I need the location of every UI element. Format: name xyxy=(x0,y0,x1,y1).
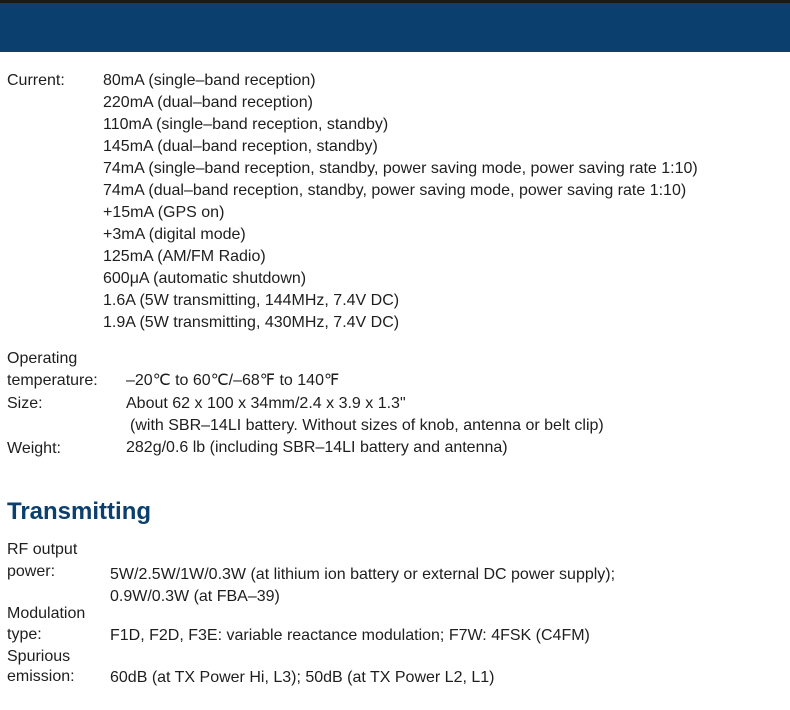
spurious-emission-value: 60dB (at TX Power Hi, L3); 50dB (at TX Power L2, L1) xyxy=(110,669,495,686)
modulation-type-label-cont: type: xyxy=(7,626,42,643)
weight-value: 282g/0.6 lb (including SBR–14LI battery and antenna) xyxy=(126,439,508,456)
current-line: 110mA (single–band reception, standby) xyxy=(103,116,389,133)
rf-output-power-label: RF output xyxy=(7,541,78,558)
operating-temperature-label: Operating xyxy=(7,350,78,367)
rf-output-power-value-cont: 0.9W/0.3W (at FBA–39) xyxy=(110,588,280,605)
weight-label: Weight: xyxy=(7,440,61,457)
current-label: Current: xyxy=(7,72,65,89)
operating-temperature-value: –20℃ to 60℃/–68℉ to 140℉ xyxy=(126,372,340,389)
spurious-emission-label-cont: emission: xyxy=(7,668,75,685)
current-line: 80mA (single–band reception) xyxy=(103,72,316,89)
modulation-type-label: Modulation xyxy=(7,605,86,622)
spurious-emission-label: Spurious xyxy=(7,648,71,665)
size-value: About 62 x 100 x 34mm/2.4 x 3.9 x 1.3" xyxy=(126,395,406,412)
size-label: Size: xyxy=(7,395,43,412)
current-line: 74mA (dual–band reception, standby, power saving mode, power saving rate 1:10) xyxy=(103,182,687,199)
current-line: 125mA (AM/FM Radio) xyxy=(103,248,266,265)
size-value-note: (with SBR–14LI battery. Without sizes of knob, antenna or belt clip) xyxy=(130,417,604,434)
current-line: +3mA (digital mode) xyxy=(103,226,246,243)
current-line: 1.6A (5W transmitting, 144MHz, 7.4V DC) xyxy=(103,292,400,309)
operating-temperature-label-cont: temperature: xyxy=(7,372,98,389)
current-line: 220mA (dual–band reception) xyxy=(103,94,313,111)
current-line: +15mA (GPS on) xyxy=(103,204,225,221)
current-line: 74mA (single–band reception, standby, power saving mode, power saving rate 1:10) xyxy=(103,160,698,177)
current-line: 145mA (dual–band reception, standby) xyxy=(103,138,378,155)
section-title-transmitting: Transmitting xyxy=(7,498,152,525)
current-line: 600μA (automatic shutdown) xyxy=(103,270,307,287)
header-bar xyxy=(0,0,790,52)
current-line: 1.9A (5W transmitting, 430MHz, 7.4V DC) xyxy=(103,314,400,331)
rf-output-power-value: 5W/2.5W/1W/0.3W (at lithium ion battery or external DC power supply); xyxy=(110,566,616,583)
rf-output-power-label-cont: power: xyxy=(7,563,56,580)
modulation-type-value: F1D, F2D, F3E: variable reactance modulation; F7W: 4FSK (C4FM) xyxy=(110,627,590,644)
